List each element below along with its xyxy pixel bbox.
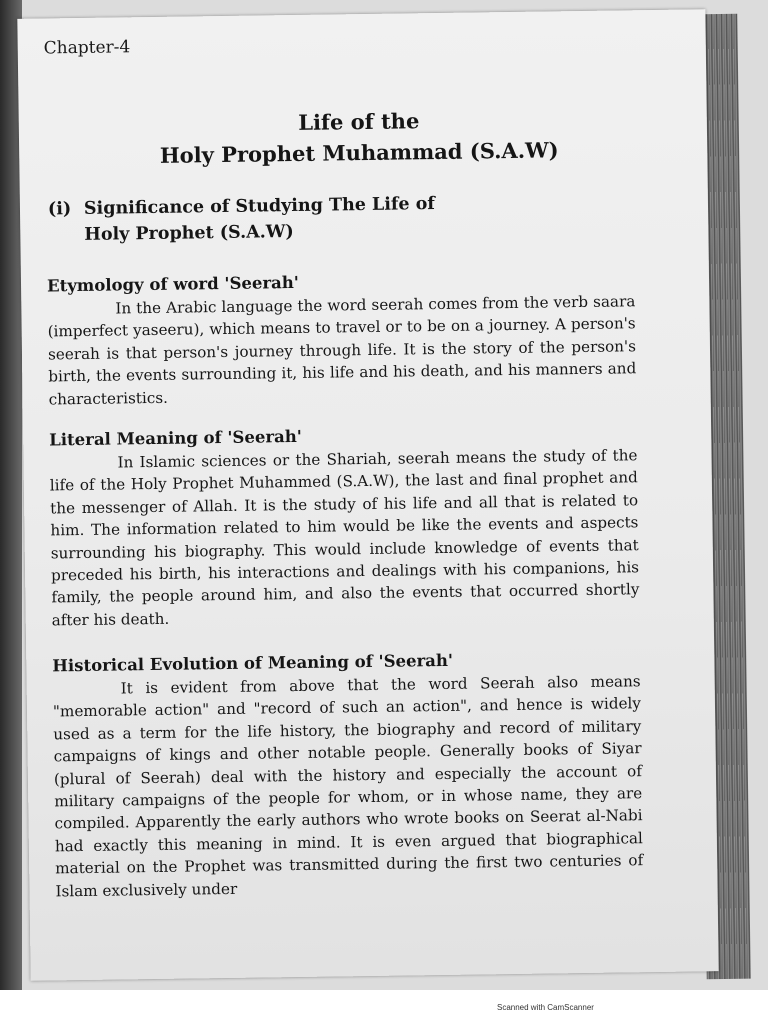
scanner-watermark: Scanned with CamScanner <box>497 1003 594 1012</box>
chapter-title-line2: Holy Prophet Muhammad (S.A.W) <box>159 137 559 168</box>
historical-evolution-heading: Historical Evolution of Meaning of 'Seerah' <box>52 650 454 676</box>
section-heading-line2: Holy Prophet (S.A.W) <box>84 222 294 245</box>
historical-evolution-paragraph: It is evident from above that the word Seerah also means "memorable action" and "record of such an action", and hence is widely used as a term for the life history, the biography and record of military campaigns of kings and other notable people. Generally books of Siyar (plural of Seerah) deal with the history and especially the account of military campaigns of the people for whom, or in whose name, they are compiled. Apparently the early authors who wrote books on Seerat al-Nabi had exactly this meaning in mind. It is even argued that biographical material on the Prophet was transmitted during the first two centuries of Islam exclusively under <box>52 672 644 901</box>
etymology-heading: Etymology of word 'Seerah' <box>46 272 299 296</box>
section-heading <box>48 188 649 248</box>
etymology-paragraph: In the Arabic language the word seerah comes from the verb saara (imperfect yaseeru), which means to travel or to be on a journey. A person's seerah is that person's journey through life. It is the story of the person's birth, the events surrounding it, his life and his death, and his manners and characteristics. <box>47 292 637 409</box>
chapter-title-line1: Life of the <box>298 108 420 135</box>
chapter-label: Chapter-4 <box>43 37 131 59</box>
section-number: (i) <box>47 199 72 220</box>
book-page <box>17 9 718 981</box>
section-heading-line1: Significance of Studying The Life of <box>83 194 436 219</box>
literal-meaning-heading: Literal Meaning of 'Seerah' <box>49 426 302 450</box>
literal-meaning-paragraph: In Islamic sciences or the Shariah, seerah means the study of the life of the Holy Prophet Muhammed (S.A.W), the last and final prophet and the messenger of Allah. It is the study of his life and all that is related to him. The information related to him would be like the events and aspects surrounding his biography. This would include knowledge of events that preceded his birth, his interactions and dealings with his companions, his family, the people around him, and also the events that occurred shortly after his death. <box>49 446 640 630</box>
chapter-title <box>79 102 640 172</box>
